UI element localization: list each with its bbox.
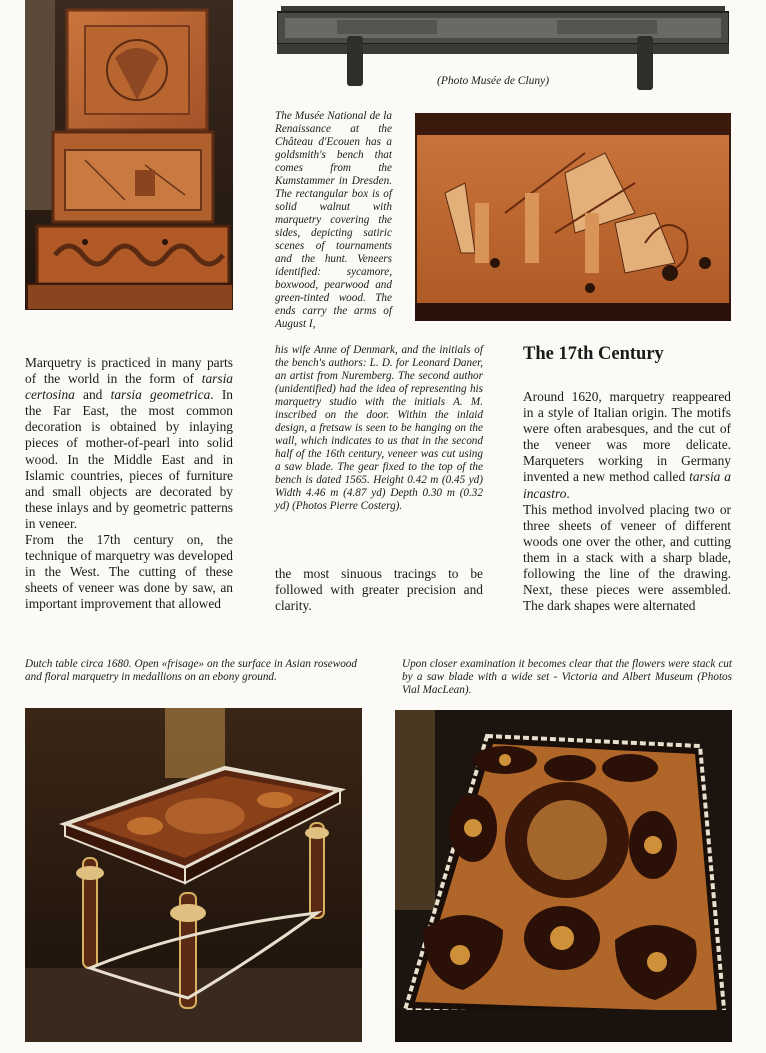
caption-dutch-table: Dutch table circa 1680. Open «frisage» on the surface in Asian rosewood and floral marquetry in medallions on an ebony ground. <box>25 658 357 683</box>
bench-caption-narrow: The Musée National de la Renaissance at the Château d'Ecouen has a goldsmith's bench that comes from the Kumstammer in Dresden. The rectangular box is of solid walnut with marquetry covering the sides, depicting satiric scenes of tournaments and the hunt. Veneers identified: sycamore, boxwood, pearwood and green-tinted wood. The ends carry the arms of August I, <box>275 110 392 330</box>
section-heading-17th-century: The 17th Century <box>523 344 664 364</box>
photo-dutch-table <box>25 708 362 1042</box>
photo-tournament-panel <box>415 113 731 321</box>
caption-stack-cut-flowers: Upon closer examination it becomes clear that the flowers were stack cut by a saw blade with a wide set - Victoria and Albert Museum (Photos Vial MacLean). <box>402 658 732 696</box>
photo-cabinet <box>25 0 233 310</box>
paragraph-stack-cutting: This method involved placing two or three sheets of veneer of different woods one over the other, and cutting them in a stack with a sharp blade, following the line of the drawing. Next, these pieces were assembled. The dark shapes were alternated <box>523 501 731 614</box>
photo-floral-tabletop <box>395 710 732 1042</box>
paragraph-marquetry-world: Marquetry is practiced in many parts of the world in the form of tarsia certosina and tarsia geometrica. In the Far East, the most common decoration is obtained by inlaying pieces of mother-of-pearl into solid wood. In the Middle East and in Islamic countries, pieces of furniture and small objects are decorated by these inlays and by geometric patterns in veneer. <box>25 355 234 531</box>
middle-continuation-text: the most sinuous tracings to be followed with greater precision and clarity. <box>275 566 483 614</box>
paragraph-1620-italian: Around 1620, marquetry reappeared in a style of Italian origin. The motifs were often arabesques, and the cut of the veneer was more delicate. Marqueters working in Germany invented a new method called tarsia a incastro. <box>523 389 731 501</box>
dutch-table-illustration <box>25 708 362 1042</box>
left-column-text <box>25 355 233 613</box>
right-column-text <box>523 389 731 614</box>
floral-tabletop-illustration <box>395 710 732 1042</box>
bench-caption-wide: his wife Anne of Denmark, and the initials of the bench's authors: L. D. for Leonard Daner, an artist from Nuremberg. The second author (unidentified) had the idea of representing his marquetry studio with the initials A. M. inscribed on the door. Within the inlaid design, a fretsaw is seen to be hanging on the wall, which indicates to us that in the second half of the 16th century, veneer was cut using a saw blade. The gear fixed to the top of the bench is dated 1565. Height 0.42 m (0.45 yd) Width 4.46 m (4.87 yd) Depth 0.30 m (0.32 yd) (Photos Pierre Costerg). <box>275 344 483 512</box>
cabinet-illustration <box>25 0 233 310</box>
tournament-illustration <box>415 113 731 321</box>
paragraph-17th-century-west: From the 17th century on, the technique of marquetry was developed in the West. The cutting of these sheets of veneer was done by saw, an important improvement that allowed <box>25 532 233 612</box>
photo-credit-cluny: (Photo Musée de Cluny) <box>437 75 550 87</box>
